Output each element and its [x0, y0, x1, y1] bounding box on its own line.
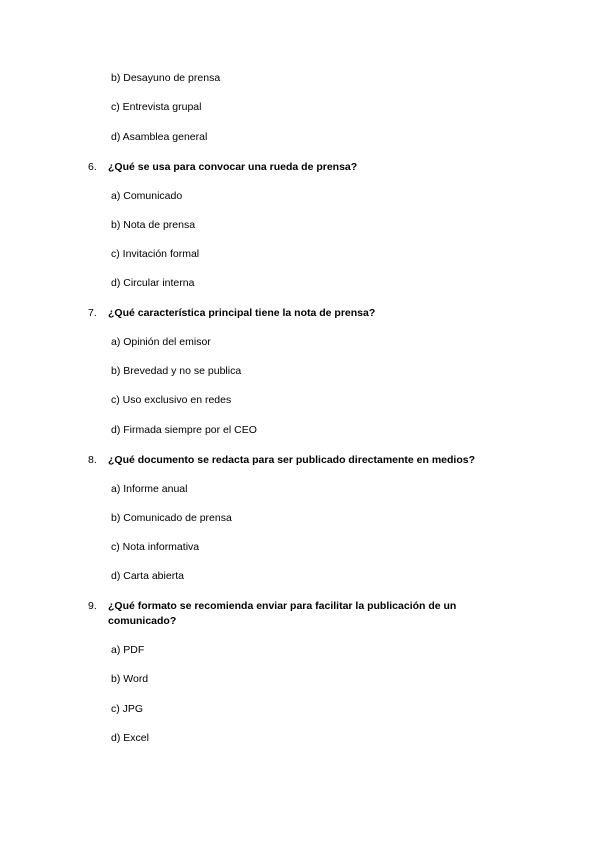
question-text: ¿Qué documento se redacta para ser publicado directamente en medios? — [108, 454, 476, 466]
question-number: 7. — [88, 307, 97, 319]
option-9b: b) Word — [111, 673, 149, 685]
option-prev-d: d) Asamblea general — [111, 131, 208, 143]
option-prev-b: b) Desayuno de prensa — [111, 72, 221, 84]
question-number: 9. — [88, 600, 97, 612]
option-8c: c) Nota informativa — [111, 541, 200, 553]
option-6c: c) Invitación formal — [111, 248, 200, 260]
question-number: 6. — [88, 161, 97, 173]
question-text: ¿Qué característica principal tiene la nota de prensa? — [108, 307, 376, 319]
question-text: ¿Qué se usa para convocar una rueda de prensa? — [108, 161, 358, 173]
question-number: 8. — [88, 454, 97, 466]
question-8 — [88, 453, 508, 468]
option-6d: d) Circular interna — [111, 277, 195, 289]
question-7 — [88, 306, 508, 321]
option-9a: a) PDF — [111, 644, 145, 656]
option-9c: c) JPG — [111, 703, 144, 715]
option-prev-c: c) Entrevista grupal — [111, 101, 202, 113]
option-6a: a) Comunicado — [111, 190, 183, 202]
option-8a: a) Informe anual — [111, 483, 188, 495]
option-7d: d) Firmada siempre por el CEO — [111, 424, 257, 436]
option-7a: a) Opinión del emisor — [111, 336, 211, 348]
option-8d: d) Carta abierta — [111, 570, 184, 582]
option-7c: c) Uso exclusivo en redes — [111, 394, 232, 406]
question-9 — [88, 599, 508, 629]
option-7b: b) Brevedad y no se publica — [111, 365, 242, 377]
option-6b: b) Nota de prensa — [111, 219, 196, 231]
option-8b: b) Comunicado de prensa — [111, 512, 232, 524]
question-text: ¿Qué formato se recomienda enviar para facilitar la publicación de un comunicado? — [108, 600, 457, 627]
question-6 — [88, 160, 508, 175]
option-9d: d) Excel — [111, 732, 149, 744]
